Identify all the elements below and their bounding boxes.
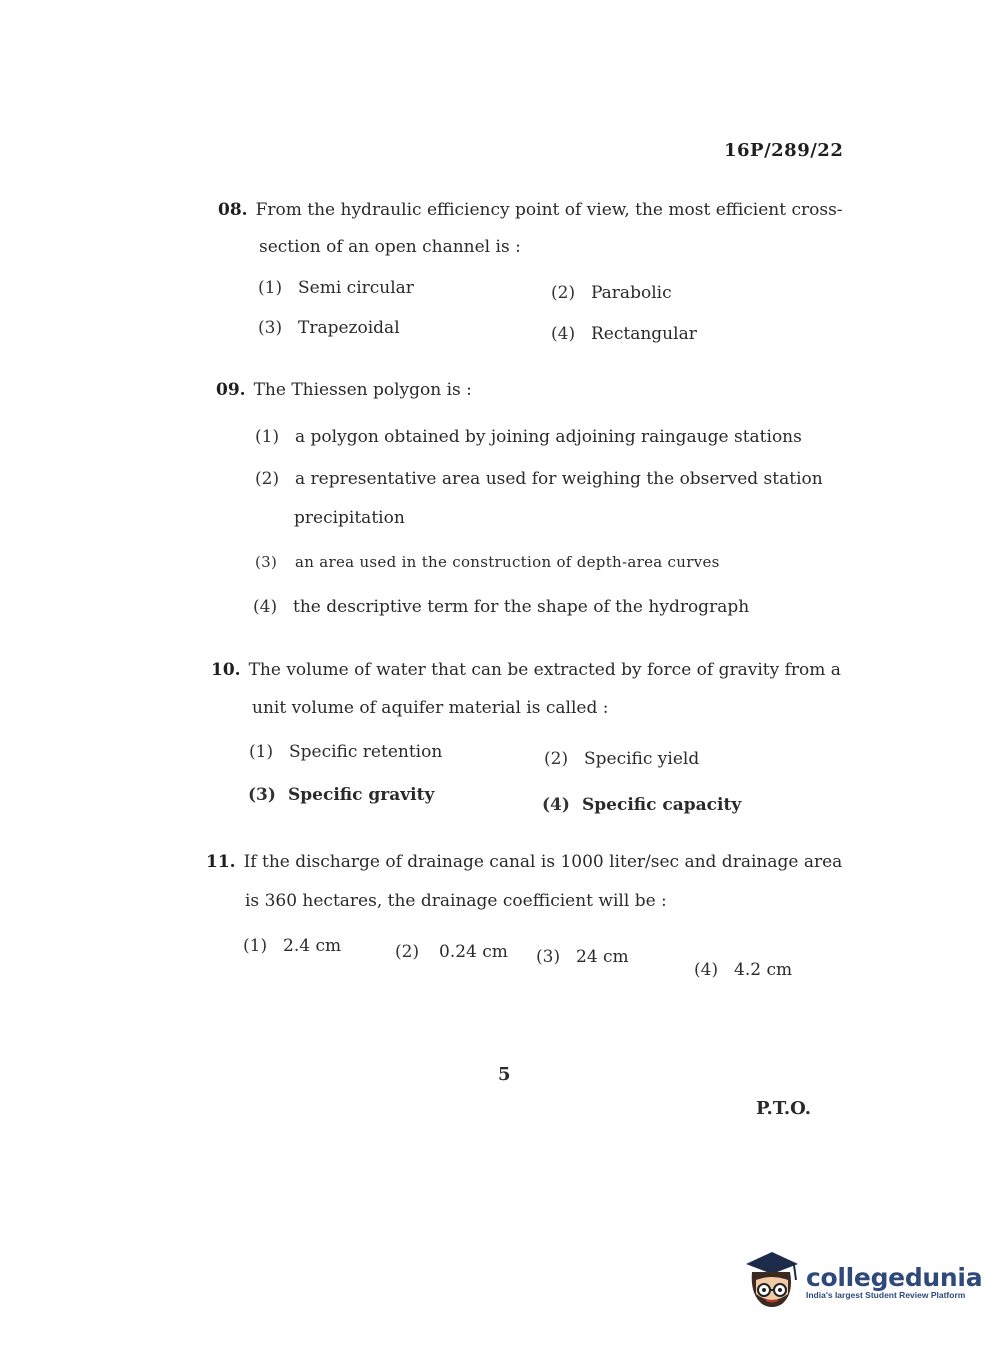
option-number: (2)	[544, 749, 569, 769]
option-text: Trapezoidal	[298, 318, 400, 338]
option-text: a polygon obtained by joining adjoining raingauge stations	[295, 427, 802, 447]
option-3[interactable]	[258, 318, 400, 338]
option-text: an area used in the construction of depth-area curves	[295, 553, 720, 571]
option-1[interactable]	[243, 936, 341, 956]
option-text: Specific retention	[289, 742, 443, 762]
option-number: (1)	[258, 278, 283, 298]
option-2[interactable]	[544, 749, 699, 769]
option-text: 4.2 cm	[734, 960, 793, 980]
option-number: (4)	[551, 324, 576, 344]
question-text-cont: unit volume of aquifer material is called :	[252, 698, 609, 718]
option-number: (1)	[255, 427, 280, 447]
option-4[interactable]	[542, 795, 741, 815]
option-text-cont: precipitation	[294, 508, 405, 528]
question-text-cont: is 360 hectares, the drainage coefficient will be :	[245, 891, 667, 911]
option-number: (3)	[248, 785, 276, 805]
option-number: (4)	[542, 795, 570, 815]
option-text: Semi circular	[298, 278, 414, 298]
option-number: (1)	[249, 742, 274, 762]
question-10	[211, 660, 841, 680]
option-4[interactable]	[253, 597, 749, 617]
option-3[interactable]	[536, 947, 629, 967]
question-number: 10.	[211, 660, 241, 680]
option-text: Specific yield	[584, 749, 700, 769]
question-11	[206, 852, 842, 872]
option-text: Parabolic	[591, 283, 672, 303]
pto-label: P.T.O.	[756, 1098, 812, 1119]
option-number: (1)	[243, 936, 268, 956]
option-text: Specific capacity	[582, 795, 742, 815]
collegedunia-logo[interactable]	[742, 1250, 982, 1312]
page-number: 5	[498, 1064, 511, 1085]
option-4[interactable]	[694, 960, 792, 980]
question-number: 11.	[206, 852, 236, 872]
option-number: (2)	[395, 942, 420, 962]
question-number: 08.	[218, 200, 248, 220]
question-08	[218, 200, 843, 220]
option-text: Rectangular	[591, 324, 697, 344]
question-text-cont: section of an open channel is :	[259, 237, 521, 257]
option-text: 2.4 cm	[283, 936, 342, 956]
option-2[interactable]	[395, 942, 508, 962]
option-number: (3)	[255, 553, 278, 571]
option-1[interactable]	[255, 427, 802, 447]
question-text: The volume of water that can be extracted by force of gravity from a	[248, 660, 841, 680]
option-number: (2)	[551, 283, 576, 303]
option-number: (4)	[253, 597, 278, 617]
option-3[interactable]	[248, 785, 434, 805]
mascot-icon	[742, 1250, 800, 1312]
option-text: 0.24 cm	[439, 942, 508, 962]
option-1[interactable]	[249, 742, 442, 762]
option-text: Specific gravity	[288, 785, 435, 805]
question-09	[216, 380, 472, 400]
logo-name: collegedunia	[806, 1262, 983, 1292]
paper-code: 16P/289/22	[724, 140, 844, 161]
question-text: The Thiessen polygon is :	[253, 380, 472, 400]
option-2[interactable]	[551, 283, 672, 303]
option-number: (2)	[255, 469, 280, 489]
option-text: 24 cm	[576, 947, 629, 967]
question-text: From the hydraulic efficiency point of view, the most efficient cross-	[255, 200, 843, 220]
option-text: the descriptive term for the shape of the hydrograph	[293, 597, 750, 617]
option-2[interactable]	[255, 469, 823, 489]
question-text: If the discharge of drainage canal is 1000 liter/sec and drainage area	[243, 852, 843, 872]
option-text: a representative area used for weighing the observed station	[295, 469, 823, 489]
option-number: (4)	[694, 960, 719, 980]
option-3[interactable]	[255, 553, 720, 571]
question-number: 09.	[216, 380, 246, 400]
option-1[interactable]	[258, 278, 414, 298]
option-number: (3)	[536, 947, 561, 967]
logo-tagline: India's largest Student Review Platform	[806, 1289, 966, 1300]
option-number: (3)	[258, 318, 283, 338]
option-4[interactable]	[551, 324, 697, 344]
